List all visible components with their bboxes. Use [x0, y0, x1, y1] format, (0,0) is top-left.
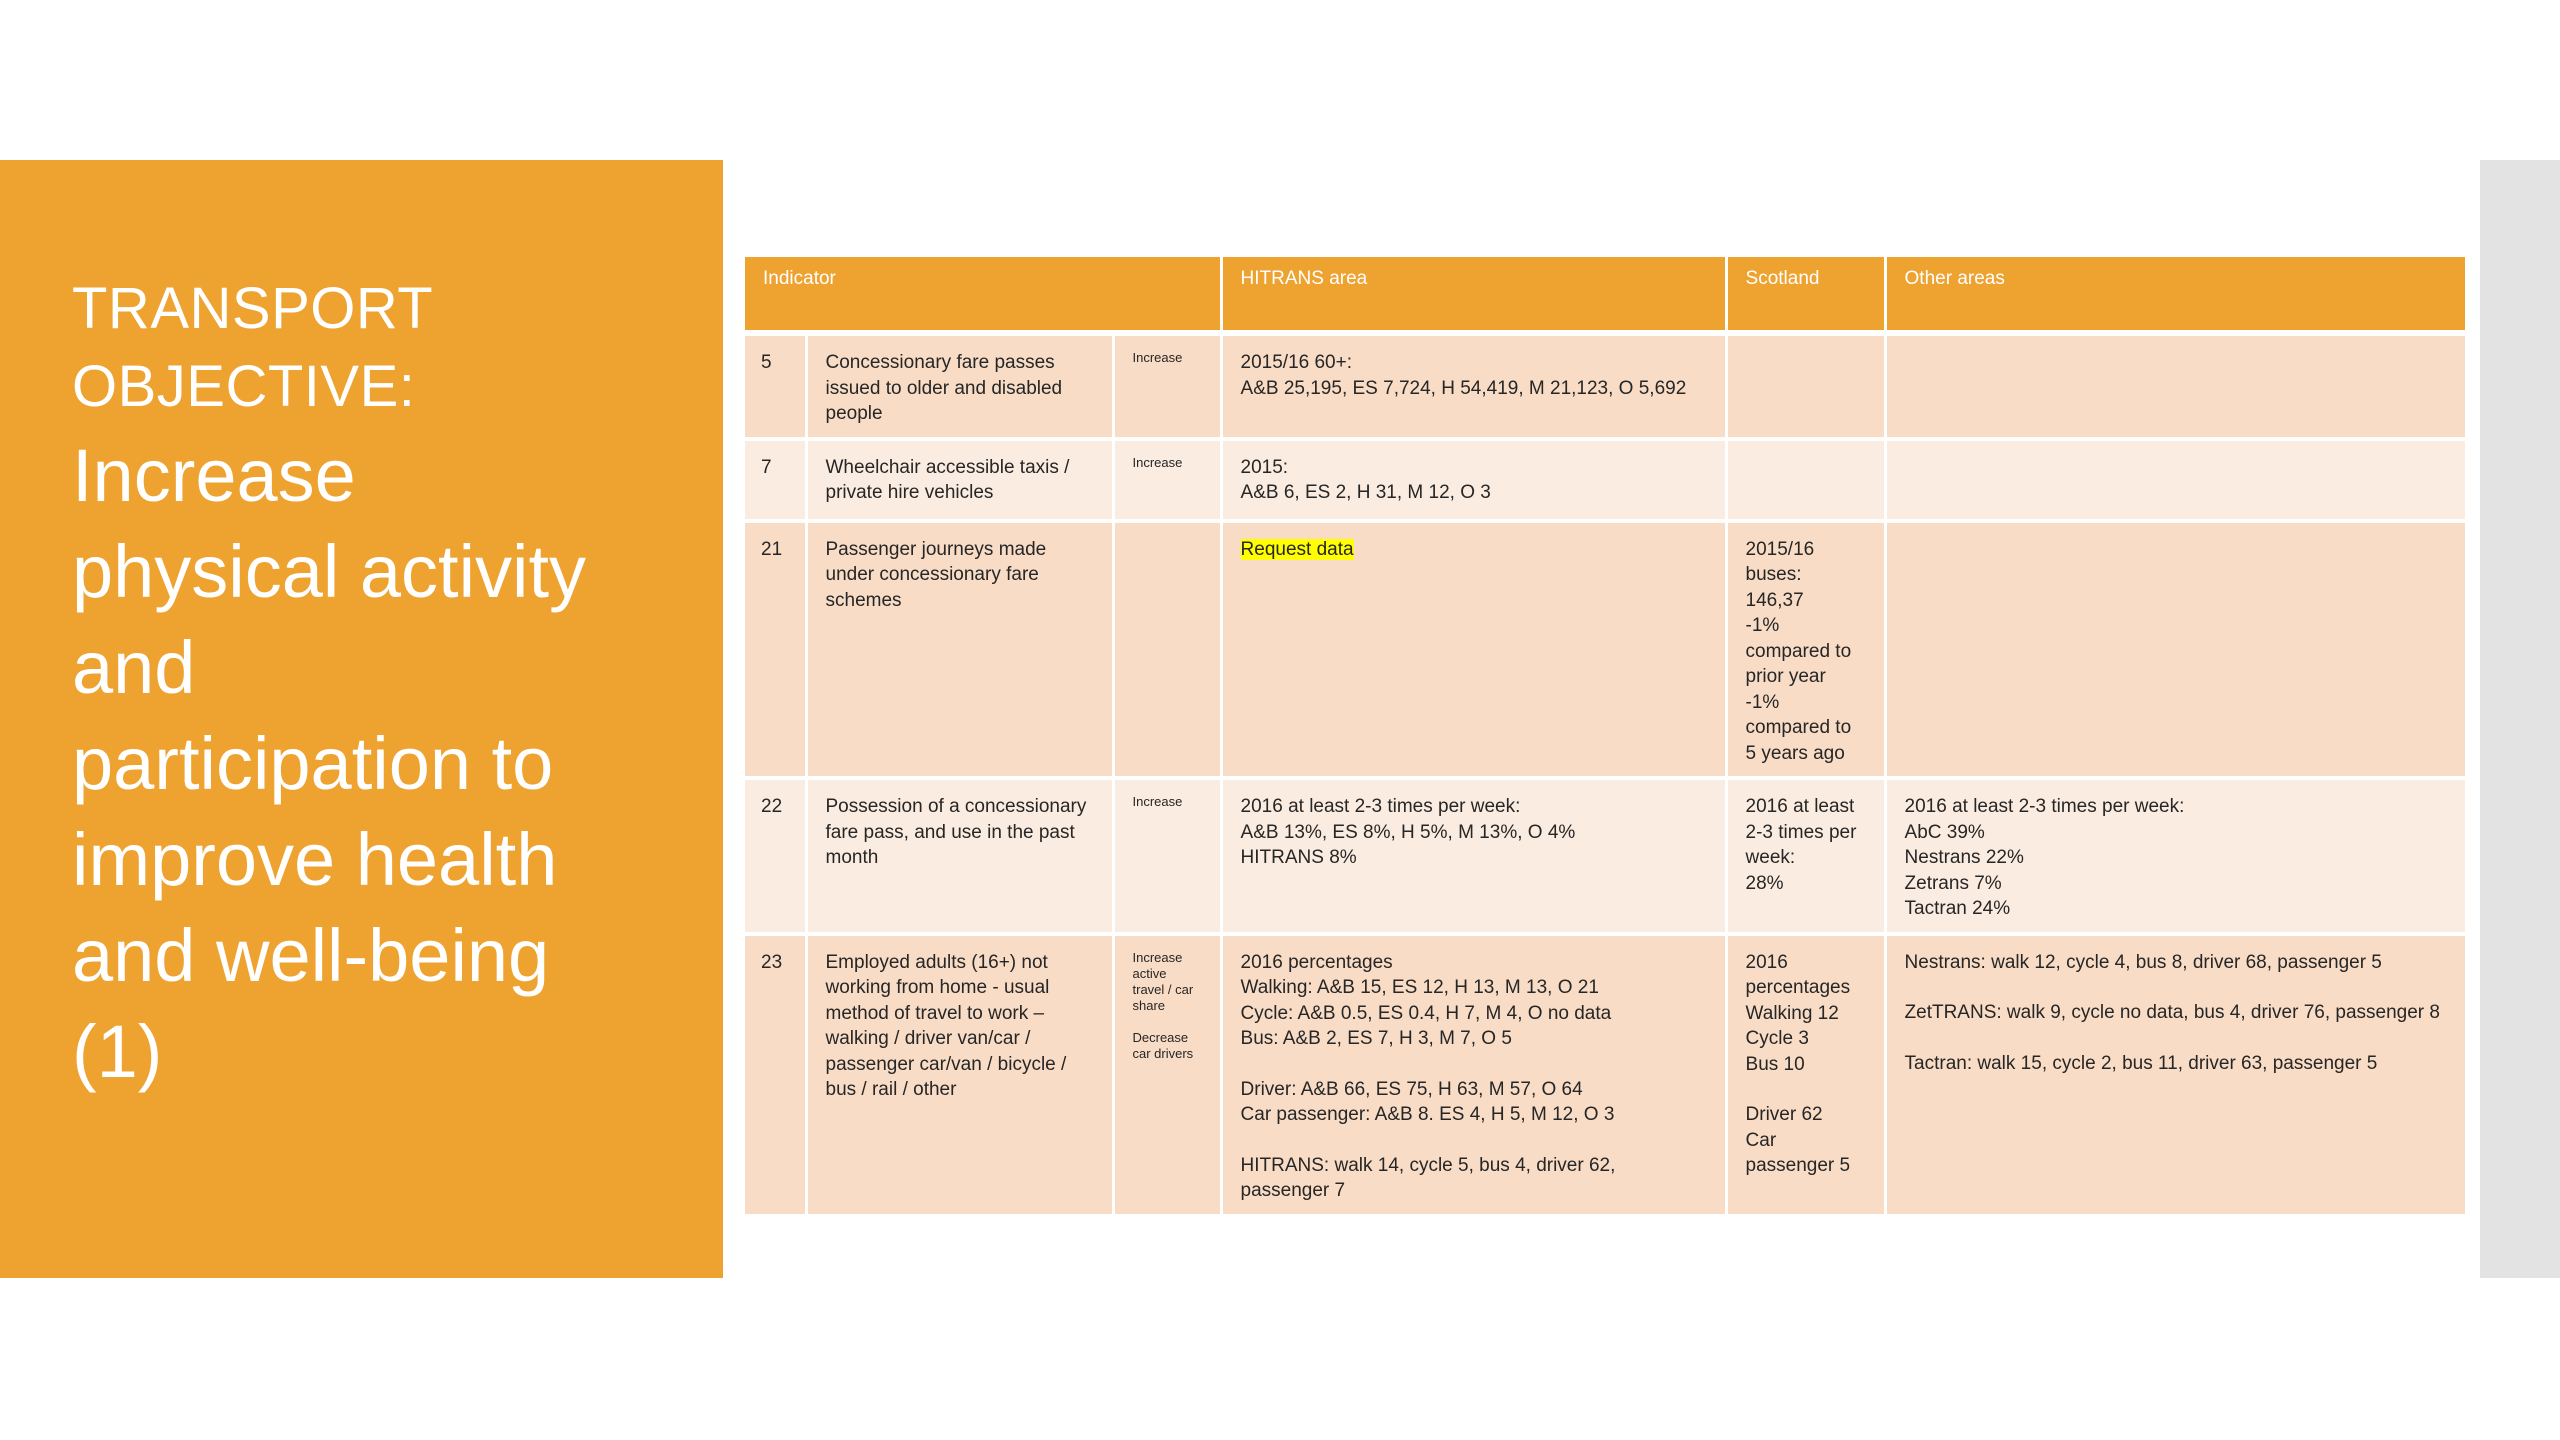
row-hitrans: 2016 at least 2-3 times per week: A&B 13%, ES 8%, H 5%, M 13%, O 4% HITRANS 8%: [1221, 778, 1726, 934]
indicator-table: [745, 257, 2465, 1218]
row-scotland: 2016 percentages Walking 12 Cycle 3 Bus 10 Driver 62 Car passenger 5: [1726, 934, 1885, 1216]
title-big-line-4: participation to: [72, 722, 554, 805]
row-scotland: [1726, 439, 1885, 521]
title-panel: [0, 160, 723, 1278]
row-number: 21: [745, 521, 806, 779]
right-side-bar: [2480, 160, 2560, 1278]
row-number: 22: [745, 778, 806, 934]
row-direction: Increase: [1113, 439, 1221, 521]
row-direction: Increase: [1113, 778, 1221, 934]
row-scotland: 2015/16 buses: 146,37 -1% compared to prior year -1% compared to 5 years ago: [1726, 521, 1885, 779]
title-big-line-1: Increase: [72, 434, 356, 517]
table-row: [745, 521, 2465, 779]
title-big-line-5: improve health: [72, 818, 558, 901]
row-other-areas: [1885, 333, 2465, 439]
row-direction: Increase active travel / car share Decrease car drivers: [1113, 934, 1221, 1216]
row-hitrans: [1221, 521, 1726, 779]
header-scotland: Scotland: [1726, 257, 1885, 333]
row-indicator: Concessionary fare passes issued to older and disabled people: [806, 333, 1113, 439]
row-indicator: Possession of a concessionary fare pass, and use in the past month: [806, 778, 1113, 934]
table-row: [745, 439, 2465, 521]
title-big-line-2: physical activity: [72, 530, 587, 613]
row-hitrans: 2016 percentages Walking: A&B 15, ES 12, H 13, M 13, O 21 Cycle: A&B 0.5, ES 0.4, H 7, M 4, O no data Bus: A&B 2, ES 7, H 3, M 7, O 5 Driver: A&B 66, ES 75, H 63, M 57, O 64 Car passenger: A&B 8. ES 4, H 5, M 12, O 3 HITRANS: walk 14, cycle 5, bus 4, driver 62, passenger 7: [1221, 934, 1726, 1216]
row-direction: [1113, 521, 1221, 779]
row-other-areas: [1885, 439, 2465, 521]
header-other-areas: Other areas: [1885, 257, 2465, 333]
row-indicator: Passenger journeys made under concessionary fare schemes: [806, 521, 1113, 779]
row-hitrans: 2015/16 60+: A&B 25,195, ES 7,724, H 54,419, M 21,123, O 5,692: [1221, 333, 1726, 439]
row-indicator: Wheelchair accessible taxis / private hire vehicles: [806, 439, 1113, 521]
row-direction: Increase: [1113, 333, 1221, 439]
table-row: [745, 778, 2465, 934]
indicator-table-container: [745, 257, 2465, 1218]
row-other-areas: 2016 at least 2-3 times per week: AbC 39% Nestrans 22% Zetrans 7% Tactran 24%: [1885, 778, 2465, 934]
table-row: [745, 333, 2465, 439]
row-indicator: Employed adults (16+) not working from home - usual method of travel to work – walking / driver van/car / passenger car/van / bicycle / bus / rail / other: [806, 934, 1113, 1216]
request-data-highlight: Request data: [1240, 538, 1354, 560]
row-number: 5: [745, 333, 806, 439]
row-hitrans: 2015: A&B 6, ES 2, H 31, M 12, O 3: [1221, 439, 1726, 521]
title-big-line-7: (1): [72, 1010, 163, 1093]
row-other-areas: [1885, 521, 2465, 779]
title-big-line-6: and well-being: [72, 914, 550, 997]
row-scotland: 2016 at least 2-3 times per week: 28%: [1726, 778, 1885, 934]
title-small-line-2: OBJECTIVE:: [72, 354, 416, 419]
table-row: [745, 934, 2465, 1216]
row-other-areas: Nestrans: walk 12, cycle 4, bus 8, driver 68, passenger 5 ZetTRANS: walk 9, cycle no data, bus 4, driver 76, passenger 8 Tactran: walk 15, cycle 2, bus 11, driver 63, passenger 5: [1885, 934, 2465, 1216]
header-hitrans-area: HITRANS area: [1221, 257, 1726, 333]
title-small-line-1: TRANSPORT: [72, 276, 434, 341]
row-scotland: [1726, 333, 1885, 439]
header-indicator: Indicator: [745, 257, 1221, 333]
row-number: 7: [745, 439, 806, 521]
table-header-row: [745, 257, 2465, 333]
title-big-line-3: and: [72, 626, 196, 709]
row-number: 23: [745, 934, 806, 1216]
